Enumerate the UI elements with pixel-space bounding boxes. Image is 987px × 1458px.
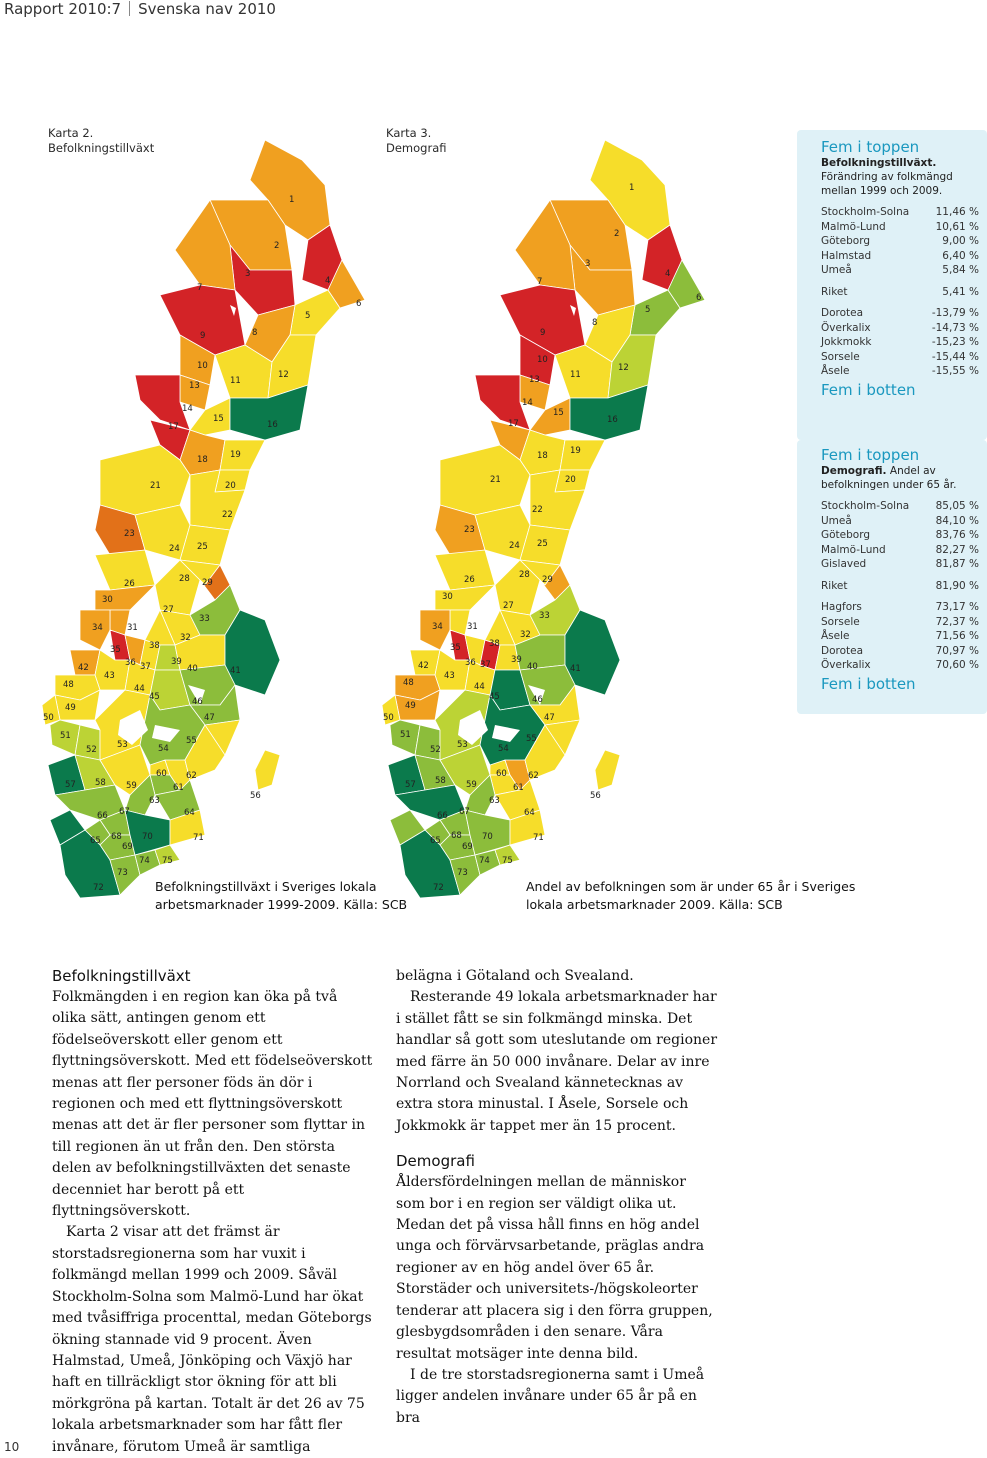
box1-bottom-table xyxy=(821,306,979,379)
box2-riket xyxy=(821,579,979,594)
svg-text:68: 68 xyxy=(111,832,122,842)
svg-text:51: 51 xyxy=(60,731,71,741)
svg-text:29: 29 xyxy=(542,575,553,585)
svg-text:18: 18 xyxy=(197,455,208,465)
svg-text:12: 12 xyxy=(618,363,629,373)
svg-text:51: 51 xyxy=(400,730,411,740)
svg-text:2: 2 xyxy=(274,241,280,251)
svg-text:40: 40 xyxy=(527,662,538,672)
table-row xyxy=(821,249,979,264)
svg-text:32: 32 xyxy=(180,633,191,643)
svg-text:28: 28 xyxy=(179,574,190,584)
svg-text:11: 11 xyxy=(230,376,241,386)
table-row xyxy=(821,350,979,365)
svg-text:38: 38 xyxy=(149,641,160,651)
box2-sub-line2: befolkningen under 65 år. xyxy=(821,479,957,491)
table-row xyxy=(821,514,979,529)
map2-caption-line1: Befolkningstillväxt i Sveriges lokala xyxy=(155,879,377,894)
value-cell: 84,10 % xyxy=(935,514,979,527)
svg-text:38: 38 xyxy=(489,639,500,649)
top-bottom-growth-box xyxy=(797,130,987,440)
svg-text:1: 1 xyxy=(289,195,295,205)
svg-text:59: 59 xyxy=(466,780,477,790)
svg-text:70: 70 xyxy=(482,832,493,842)
svg-text:17: 17 xyxy=(508,419,519,429)
map2-region-56 xyxy=(255,750,280,790)
svg-text:56: 56 xyxy=(250,791,261,801)
map3-svg xyxy=(380,130,710,900)
svg-text:7: 7 xyxy=(197,283,203,293)
svg-text:53: 53 xyxy=(117,740,128,750)
svg-text:50: 50 xyxy=(383,713,394,723)
report-number: Rapport 2010:7 xyxy=(4,0,122,18)
map2-subject: Befolkningstillväxt xyxy=(48,141,155,155)
svg-text:67: 67 xyxy=(119,807,130,817)
svg-text:9: 9 xyxy=(540,328,546,338)
svg-text:48: 48 xyxy=(403,678,414,688)
table-row xyxy=(821,263,979,278)
table-row xyxy=(821,364,979,379)
svg-text:19: 19 xyxy=(230,450,241,460)
svg-text:1: 1 xyxy=(629,183,635,193)
svg-text:66: 66 xyxy=(437,811,448,821)
svg-text:27: 27 xyxy=(163,605,174,615)
box2-top-table xyxy=(821,499,979,572)
box2-sub-bold: Demografi. xyxy=(821,465,887,477)
svg-text:44: 44 xyxy=(134,684,145,694)
svg-text:54: 54 xyxy=(498,744,509,754)
svg-text:63: 63 xyxy=(149,796,160,806)
svg-text:9: 9 xyxy=(200,331,206,341)
map2-caption xyxy=(155,878,407,914)
table-row xyxy=(821,335,979,350)
svg-text:30: 30 xyxy=(442,592,453,602)
svg-text:33: 33 xyxy=(199,614,210,624)
table-row xyxy=(821,234,979,249)
svg-text:35: 35 xyxy=(110,645,121,655)
map3-demography xyxy=(380,130,710,900)
paragraph-6: I de tre storstadsregionerna samt i Umeå ligger andelen invånare under 65 år på en bra xyxy=(396,1366,705,1426)
svg-text:45: 45 xyxy=(489,692,500,702)
svg-text:69: 69 xyxy=(462,842,473,852)
box2-sub-rest: Andel av xyxy=(886,465,936,477)
svg-text:10: 10 xyxy=(197,361,208,371)
section-heading-demography: Demografi xyxy=(396,1152,475,1171)
map3-region-19 xyxy=(560,440,605,470)
box2-bottom-title: Fem i botten xyxy=(821,674,916,693)
svg-text:49: 49 xyxy=(405,701,416,711)
svg-text:60: 60 xyxy=(156,769,167,779)
svg-text:6: 6 xyxy=(696,293,702,303)
name-cell: Sorsele xyxy=(821,615,860,628)
svg-text:57: 57 xyxy=(65,780,76,790)
name-cell: Sorsele xyxy=(821,350,860,363)
svg-text:50: 50 xyxy=(43,713,54,723)
svg-text:47: 47 xyxy=(204,713,215,723)
paragraph-2: Karta 2 visar att det främst är storstadsregionerna som har vuxit i folkmängd mellan 1999 och 2009. Såväl Stockholm-Solna som Malmö-Lund har ökat med tvåsiffriga procenttal, medan Göteborgs ökning stannade vid 9 procent. Även Halmstad, Umeå, Jönköping och Växjö har haft en tillräckligt stor ökning för att bli mörkgröna på kartan. Totalt är det 26 av 75 lokala arbetsmarknader som har fått fler invånare, förutom Umeå är samtliga xyxy=(52,1224,372,1455)
svg-text:36: 36 xyxy=(465,658,476,668)
svg-text:19: 19 xyxy=(570,446,581,456)
svg-text:31: 31 xyxy=(467,622,478,632)
svg-text:62: 62 xyxy=(186,771,197,781)
svg-text:16: 16 xyxy=(267,420,278,430)
svg-text:45: 45 xyxy=(149,692,160,702)
box1-subtitle xyxy=(821,156,979,198)
svg-text:75: 75 xyxy=(162,856,173,866)
svg-text:52: 52 xyxy=(430,745,441,755)
svg-text:13: 13 xyxy=(189,381,200,391)
svg-text:49: 49 xyxy=(65,703,76,713)
svg-text:22: 22 xyxy=(222,510,233,520)
svg-text:56: 56 xyxy=(590,791,601,801)
svg-text:70: 70 xyxy=(142,832,153,842)
table-row xyxy=(821,579,979,594)
table-row xyxy=(821,658,979,673)
paragraph-5: Åldersfördelningen mellan de människor som bor i en region ser väldigt olika ut. Medan det på vissa håll finns en hög andel unga och förvärvsarbetande, präglas andra regioner av en hög andel över 65 år. Storstäder och universitets-/högskoleorter tenderar att placera sig i den förra gruppen, glesbygdsområden i den senare. Våra resultat motsäger inte denna bild. xyxy=(396,1174,713,1362)
value-cell: 81,87 % xyxy=(935,558,979,570)
top-bottom-demography-box xyxy=(797,440,987,714)
map3-region-9 xyxy=(500,285,585,355)
name-cell: Halmstad xyxy=(821,249,872,262)
svg-text:65: 65 xyxy=(90,836,101,846)
value-cell: -14,73 % xyxy=(931,321,979,334)
box1-riket xyxy=(821,285,979,300)
svg-text:8: 8 xyxy=(252,328,258,338)
svg-text:57: 57 xyxy=(405,780,416,790)
box1-top-table xyxy=(821,205,979,278)
svg-text:72: 72 xyxy=(433,883,444,893)
svg-text:39: 39 xyxy=(171,657,182,667)
svg-text:74: 74 xyxy=(479,856,490,866)
name-cell: Göteborg xyxy=(821,529,871,541)
svg-text:36: 36 xyxy=(125,658,136,668)
svg-text:20: 20 xyxy=(565,475,576,485)
map3-subject: Demografi xyxy=(386,141,447,155)
value-cell: 70,97 % xyxy=(935,644,979,657)
table-row xyxy=(821,528,979,543)
value-cell: -15,23 % xyxy=(931,336,979,348)
svg-text:55: 55 xyxy=(526,734,537,744)
value-cell: -15,44 % xyxy=(931,350,979,363)
svg-text:5: 5 xyxy=(645,305,651,315)
svg-text:7: 7 xyxy=(537,277,543,287)
name-cell: Överkalix xyxy=(821,659,871,671)
box1-sub-bold: Befolkningstillväxt. xyxy=(821,157,937,169)
value-cell: -13,79 % xyxy=(931,307,979,319)
svg-text:41: 41 xyxy=(570,664,581,674)
svg-text:33: 33 xyxy=(539,611,550,621)
box1-top-title: Fem i toppen xyxy=(821,138,920,156)
svg-text:73: 73 xyxy=(457,868,468,878)
svg-text:32: 32 xyxy=(520,630,531,640)
svg-text:64: 64 xyxy=(524,808,535,818)
svg-text:5: 5 xyxy=(305,311,311,321)
name-cell: Riket xyxy=(821,579,848,592)
svg-text:58: 58 xyxy=(435,776,446,786)
svg-text:65: 65 xyxy=(430,836,441,846)
map3-number: Karta 3. xyxy=(386,126,432,140)
table-row xyxy=(821,321,979,336)
value-cell: 5,84 % xyxy=(942,264,979,276)
map2-region-19 xyxy=(220,440,265,470)
svg-text:74: 74 xyxy=(139,856,150,866)
table-row xyxy=(821,644,979,659)
svg-text:22: 22 xyxy=(532,505,543,515)
box2-top-title: Fem i toppen xyxy=(821,446,920,464)
value-cell: 71,56 % xyxy=(935,630,979,642)
svg-text:63: 63 xyxy=(489,796,500,806)
svg-text:29: 29 xyxy=(202,578,213,588)
svg-text:4: 4 xyxy=(325,276,331,286)
svg-text:25: 25 xyxy=(537,539,548,549)
svg-text:53: 53 xyxy=(457,740,468,750)
name-cell: Åsele xyxy=(821,630,850,642)
table-row xyxy=(821,629,979,644)
svg-text:73: 73 xyxy=(117,868,128,878)
table-row xyxy=(821,205,979,220)
map3-caption-line2: lokala arbetsmarknader 2009. Källa: SCB xyxy=(526,897,783,912)
value-cell: 83,76 % xyxy=(935,529,979,541)
svg-text:41: 41 xyxy=(230,666,241,676)
svg-text:60: 60 xyxy=(496,769,507,779)
value-cell: 70,60 % xyxy=(935,659,979,671)
svg-text:71: 71 xyxy=(193,833,204,843)
svg-text:6: 6 xyxy=(356,299,362,309)
svg-text:23: 23 xyxy=(124,529,135,539)
table-row xyxy=(821,306,979,321)
svg-text:34: 34 xyxy=(432,622,443,632)
map2-svg xyxy=(40,130,370,900)
svg-text:61: 61 xyxy=(173,783,184,793)
svg-text:23: 23 xyxy=(464,525,475,535)
svg-text:61: 61 xyxy=(513,783,524,793)
svg-text:3: 3 xyxy=(245,269,251,279)
svg-text:21: 21 xyxy=(490,475,501,485)
svg-text:17: 17 xyxy=(168,422,179,432)
svg-text:3: 3 xyxy=(585,259,591,269)
svg-text:67: 67 xyxy=(459,807,470,817)
svg-text:39: 39 xyxy=(511,655,522,665)
svg-text:11: 11 xyxy=(570,370,581,380)
svg-text:54: 54 xyxy=(158,744,169,754)
header-divider xyxy=(129,1,130,16)
name-cell: Malmö-Lund xyxy=(821,220,886,233)
body-column-right xyxy=(396,966,718,1429)
svg-text:37: 37 xyxy=(140,662,151,672)
svg-text:44: 44 xyxy=(474,682,485,692)
value-cell: 73,17 % xyxy=(935,601,979,613)
svg-text:47: 47 xyxy=(544,713,555,723)
section-heading-growth: Befolkningstillväxt xyxy=(52,967,191,985)
paragraph-3: belägna i Götaland och Svealand. xyxy=(396,968,634,984)
page-number: 10 xyxy=(4,1440,20,1454)
value-cell: 10,61 % xyxy=(935,220,979,233)
svg-text:30: 30 xyxy=(102,595,113,605)
value-cell: 5,41 % xyxy=(942,285,979,298)
paragraph-4: Resterande 49 lokala arbetsmarknader har i stället fått se sin folkmängd minska. Det handlar så gott som uteslutande om regioner med färre än 50 000 invånare. Delar av inre Norrland och Svealand kännetecknas av extra stora minustal. I Åsele, Sorsele och Jokkmokk är tappet mer än 15 procent. xyxy=(396,989,718,1134)
name-cell: Åsele xyxy=(821,365,850,377)
svg-text:72: 72 xyxy=(93,883,104,893)
box2-subtitle xyxy=(821,464,979,492)
svg-text:68: 68 xyxy=(451,831,462,841)
svg-text:69: 69 xyxy=(122,842,133,852)
value-cell: 81,90 % xyxy=(935,579,979,592)
page-header xyxy=(4,0,276,18)
table-row xyxy=(821,615,979,630)
name-cell: Gislaved xyxy=(821,558,867,570)
value-cell: -15,55 % xyxy=(931,365,979,377)
name-cell: Överkalix xyxy=(821,321,871,334)
svg-text:13: 13 xyxy=(529,375,540,385)
name-cell: Umeå xyxy=(821,514,852,527)
svg-text:75: 75 xyxy=(502,856,513,866)
name-cell: Göteborg xyxy=(821,235,871,247)
table-row xyxy=(821,557,979,572)
svg-text:52: 52 xyxy=(86,745,97,755)
svg-text:34: 34 xyxy=(92,623,103,633)
map3-caption xyxy=(526,878,855,914)
svg-text:28: 28 xyxy=(519,570,530,580)
table-row xyxy=(821,220,979,235)
svg-text:46: 46 xyxy=(192,697,203,707)
svg-text:42: 42 xyxy=(78,663,89,673)
svg-text:62: 62 xyxy=(528,771,539,781)
svg-text:24: 24 xyxy=(169,544,180,554)
svg-text:58: 58 xyxy=(95,778,106,788)
svg-text:20: 20 xyxy=(225,481,236,491)
svg-text:4: 4 xyxy=(665,269,671,279)
svg-text:37: 37 xyxy=(480,660,491,670)
svg-text:66: 66 xyxy=(97,811,108,821)
table-row xyxy=(821,543,979,558)
name-cell: Hagfors xyxy=(821,601,862,613)
report-title: Svenska nav 2010 xyxy=(138,0,276,18)
svg-text:2: 2 xyxy=(614,229,620,239)
svg-text:31: 31 xyxy=(127,623,138,633)
name-cell: Umeå xyxy=(821,264,852,276)
svg-text:12: 12 xyxy=(278,370,289,380)
name-cell: Malmö-Lund xyxy=(821,543,886,556)
box2-bottom-table xyxy=(821,600,979,673)
box1-sub-line2: Förändring av folkmängd xyxy=(821,171,953,183)
map3-caption-line1: Andel av befolkningen som är under 65 år i Sveriges xyxy=(526,879,856,894)
svg-text:21: 21 xyxy=(150,481,161,491)
svg-text:59: 59 xyxy=(126,781,137,791)
map2-region-9 xyxy=(160,285,245,355)
table-row xyxy=(821,600,979,615)
value-cell: 9,00 % xyxy=(942,235,979,247)
svg-text:24: 24 xyxy=(509,541,520,551)
svg-text:55: 55 xyxy=(186,736,197,746)
svg-text:16: 16 xyxy=(607,415,618,425)
name-cell: Riket xyxy=(821,285,848,298)
map3-region-56 xyxy=(595,750,620,790)
svg-text:15: 15 xyxy=(553,408,564,418)
table-row xyxy=(821,499,979,514)
svg-text:26: 26 xyxy=(124,579,135,589)
body-column-left xyxy=(52,966,374,1458)
value-cell: 11,46 % xyxy=(935,206,979,218)
svg-text:43: 43 xyxy=(444,671,455,681)
map2-population-growth xyxy=(40,130,370,900)
svg-text:14: 14 xyxy=(182,404,193,414)
box1-bottom-title: Fem i botten xyxy=(821,380,916,399)
value-cell: 85,05 % xyxy=(935,500,979,512)
svg-text:40: 40 xyxy=(187,664,198,674)
svg-text:14: 14 xyxy=(522,398,533,408)
svg-text:18: 18 xyxy=(537,451,548,461)
svg-text:46: 46 xyxy=(532,695,543,705)
map2-number: Karta 2. xyxy=(48,126,94,140)
name-cell: Dorotea xyxy=(821,644,864,657)
name-cell: Dorotea xyxy=(821,307,864,319)
name-cell: Jokkmokk xyxy=(821,336,872,348)
paragraph-1: Folkmängden i en region kan öka på två olika sätt, antingen genom ett födelseöverskott eller genom ett flyttningsöverskott. Med ett födelseöverskott menas att fler personer föds än dör i regionen och med ett flyttningsöverskott menas att det är fler personer som flyttar in till regionen än ut från den. Den största delen av befolkningstillväxten det senaste decenniet har berott på ett flyttningsöverskott. xyxy=(52,989,373,1220)
value-cell: 6,40 % xyxy=(942,249,979,262)
svg-text:27: 27 xyxy=(503,601,514,611)
value-cell: 72,37 % xyxy=(935,615,979,628)
svg-text:10: 10 xyxy=(537,355,548,365)
box1-sub-line3: mellan 1999 och 2009. xyxy=(821,185,943,197)
svg-text:25: 25 xyxy=(197,542,208,552)
svg-text:15: 15 xyxy=(213,414,224,424)
svg-text:26: 26 xyxy=(464,575,475,585)
svg-text:71: 71 xyxy=(533,833,544,843)
svg-text:43: 43 xyxy=(104,671,115,681)
svg-text:64: 64 xyxy=(184,808,195,818)
name-cell: Stockholm-Solna xyxy=(821,206,910,218)
value-cell: 82,27 % xyxy=(935,543,979,556)
svg-text:35: 35 xyxy=(450,643,461,653)
svg-text:42: 42 xyxy=(418,661,429,671)
name-cell: Stockholm-Solna xyxy=(821,500,910,512)
svg-text:48: 48 xyxy=(63,680,74,690)
svg-text:8: 8 xyxy=(592,318,598,328)
map2-caption-line2: arbetsmarknader 1999-2009. Källa: SCB xyxy=(155,897,408,912)
table-row xyxy=(821,285,979,300)
